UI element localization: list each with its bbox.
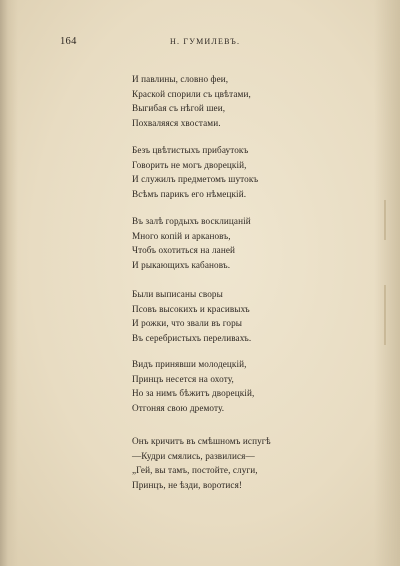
verse-line: Всѣмъ парикъ его нѣмецкій. — [132, 189, 247, 200]
verse-line: Принцъ, не ѣзди, воротися! — [132, 480, 243, 491]
verse-line: Чтобъ охотиться на ланей — [132, 245, 236, 256]
verse-line: И служилъ предметомъ шутокъ — [132, 174, 259, 185]
verse-line: „Гей, вы тамъ, постойте, слуги, — [132, 465, 258, 476]
verse-line: Принцъ несется на охоту, — [132, 373, 234, 384]
verse-line: Но за нимъ бѣжитъ дворецкій, — [132, 388, 255, 399]
verse-line: Видъ принявши молодецкій, — [132, 359, 247, 369]
page-fold-mark — [384, 200, 386, 240]
verse-line: Говорить не могъ дворецкій, — [132, 159, 247, 170]
verse-line: —Кудри смялись, развилися— — [132, 450, 255, 461]
page-number: 164 — [60, 36, 77, 47]
verse-line: Много копій и аркановъ, — [132, 230, 231, 241]
page-header — [0, 36, 400, 50]
stanza — [132, 357, 254, 416]
page-right-edge — [374, 0, 400, 566]
verse-line: И павлины, словно феи, — [132, 74, 229, 84]
running-head: Н. ГУМИЛЕВЪ. — [170, 37, 241, 46]
verse-line: Выгибая съ нѣгой шеи, — [132, 103, 226, 114]
verse-line: Безъ цвѣтистыхъ прибаутокъ — [132, 145, 249, 155]
stanza — [132, 72, 251, 131]
verse-line: И рыкающихъ кабановъ. — [132, 260, 231, 271]
page-gutter-shadow — [0, 0, 18, 566]
verse-line: Были выписаны своры — [132, 289, 223, 299]
verse-line: Псовъ высокихъ и красивыхъ — [132, 303, 250, 314]
verse-line: И рожки, что звали въ горы — [132, 318, 243, 329]
stanza — [132, 214, 251, 273]
stanza — [132, 143, 258, 202]
verse-line: Въ залѣ гордыхъ восклицаній — [132, 216, 251, 226]
verse-line: Онъ кричитъ въ смѣшномъ испугѣ — [132, 436, 271, 446]
verse-line: Отгоняя свою дремоту. — [132, 403, 225, 414]
stanza — [132, 287, 251, 346]
verse-line: Въ серебристыхъ переливахъ. — [132, 333, 252, 344]
page-fold-mark — [384, 285, 386, 345]
verse-line: Краской спорили съ цвѣтами, — [132, 88, 251, 99]
stanza — [132, 434, 271, 493]
verse-line: Похваляяся хвостами. — [132, 118, 221, 129]
